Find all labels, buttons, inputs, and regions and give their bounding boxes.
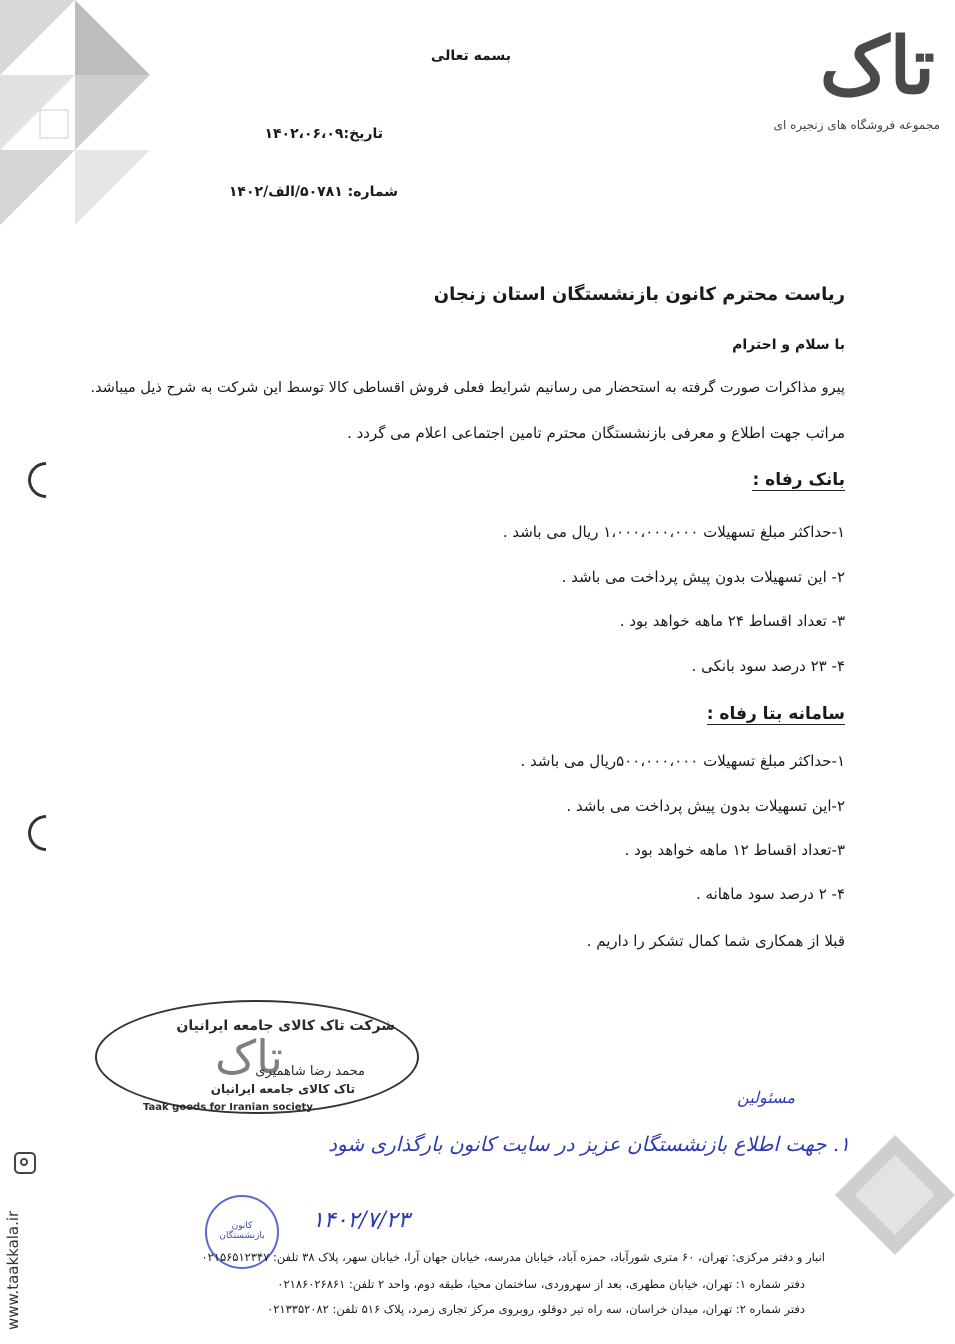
closing-line: قبلا از همکاری شما کمال تشکر را داریم . [586,932,845,950]
list-item: ۲-این تسهیلات بدون پیش پرداخت می باشد . [566,797,845,815]
punch-hole [21,455,72,506]
stamp-logo: تاک [215,1030,283,1084]
logo-subtitle: مجموعه فروشگاه های زنجیره ای [773,118,940,132]
letter-date: تاریخ:۱۴۰۲،۰۶،۰۹ [264,126,383,142]
list-item: ۴- ۲ درصد سود ماهانه . [696,885,845,903]
list-item: ۳- تعداد اقساط ۲۴ ماهه خواهد بود . [619,612,845,630]
handwritten-note: ۱. جهت اطلاع بازنشستگان عزیز در سایت کانون بارگذاری شود [328,1132,850,1156]
logo-wordmark: تاک [819,21,935,112]
list-item: ۳-تعداد اقساط ۱۲ ماهه خواهد بود . [624,841,845,859]
stamp-company-repeat: تاک کالای جامعه ایرانیان [210,1082,355,1096]
recipient-line: ریاست محترم کانون بازنشستگان استان زنجان [433,284,845,305]
list-item: ۱-حداکثر مبلغ تسهیلات ۱،۰۰۰،۰۰۰،۰۰۰ ریال می باشد . [502,523,845,541]
stamp-english-name: Taak goods for Iranian society [143,1102,313,1113]
purpose-paragraph: مراتب جهت اطلاع و معرفی بازنشستگان محترم تامین اجتماعی اعلام می گردد . [347,424,845,442]
website-vertical: www.taakkala.ir [4,1210,22,1330]
list-item: ۲- این تسهیلات بدون پیش پرداخت می باشد . [561,568,845,586]
greeting: با سلام و احترام [732,337,845,353]
handwritten-note-top: مسئولین [737,1088,795,1107]
invocation: بسمه تعالی [430,48,511,64]
footer-address-office-1: دفتر شماره ۱: تهران، خیابان مطهری، بعد از سهروردی، ساختمان محیا، طبقه دوم، واحد ۲ تلفن: ۰۲۱۸۶۰۲۶۸۶۱ [277,1277,805,1291]
footer-address-hq: انبار و دفتر مرکزی: تهران، ۶۰ متری شورآباد، حمزه آباد، خیابان مدرسه، خیابان جهان آرا، خیابان سهر، پلاک ۳۸ تلفن: ۰۲۱۵۶۵۱۲۳۴۷ [201,1250,825,1264]
intro-paragraph: پیرو مذاکرات صورت گرفته به استحضار می رسانیم شرایط فعلی فروش اقساطی کالا توسط این شرکت به شرح ذیل میباشد. [90,380,845,396]
corner-decoration-bottom-right [835,1135,955,1255]
section-title-bank-refah: بانک رفاه : [752,470,845,490]
round-stamp-text: کانون بازنشستگان [219,1221,265,1241]
company-stamp [95,990,425,1140]
list-item: ۴- ۲۳ درصد سود بانکی . [691,657,845,675]
instagram-icon [14,1152,36,1174]
corner-decoration-top-left [0,0,150,260]
punch-hole [21,808,72,859]
stamp-signer-name: محمد رضا شاهمیری [255,1064,365,1079]
section-title-beta-refah: سامانه بتا رفاه : [706,704,845,724]
list-item: ۱-حداکثر مبلغ تسهیلات ۵۰۰،۰۰۰،۰۰۰ریال می باشد . [520,752,845,770]
handwritten-date: ۱۴۰۲/۷/۲۳ [312,1208,410,1233]
stamp-company-name: شرکت تاک کالای جامعه ایرانیان [176,1018,395,1034]
company-logo [740,21,940,148]
footer-address-office-2: دفتر شماره ۲: تهران، میدان خراسان، سه راه تیر دوقلو، روبروی مرکز تجاری زمرد، پلاک ۵۱۶ تلفن: ۰۲۱۳۳۵۲۰۸۲ [267,1302,805,1316]
letter-number: شماره: ۵۰۷۸۱/الف/۱۴۰۲ [228,184,398,200]
